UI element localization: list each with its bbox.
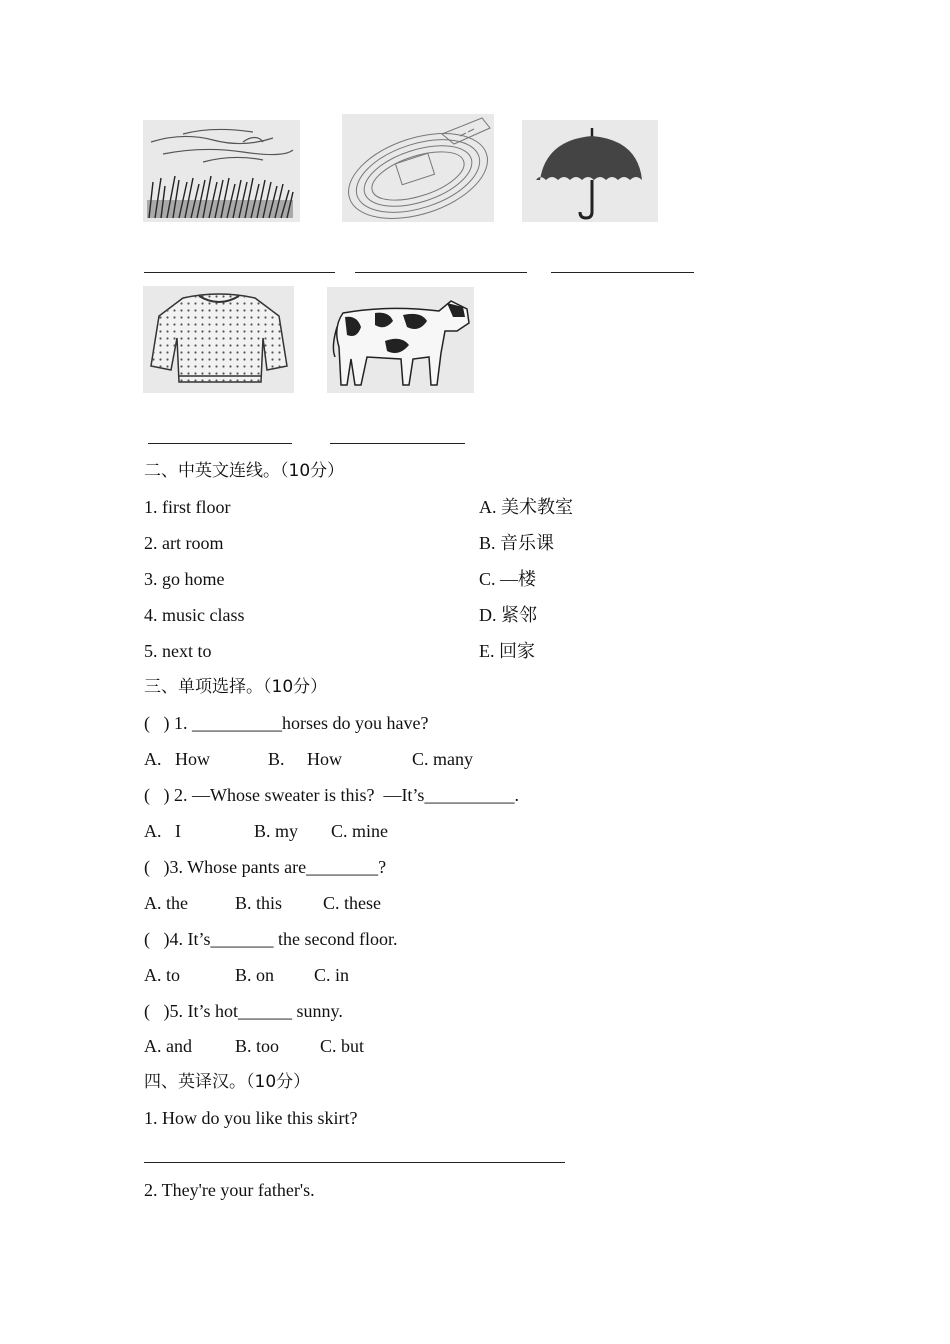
question-5-option-b[interactable]: B. too — [235, 1036, 280, 1056]
windy-grass-icon — [143, 120, 300, 222]
section4-title: 四、英译汉。（10分） — [144, 1072, 311, 1092]
playground-icon — [342, 114, 494, 222]
sweater-icon — [143, 286, 294, 393]
question-3-option-c[interactable]: C. these — [323, 893, 381, 913]
match-right-a: A. 美术教室 — [479, 497, 573, 517]
cow-picture — [327, 287, 474, 393]
windy-grass-picture — [143, 120, 300, 222]
match-right-b: B. 音乐课 — [479, 533, 555, 553]
match-right-c: C. —楼 — [479, 569, 537, 589]
question-4-option-c[interactable]: C. in — [314, 965, 350, 985]
question-5-option-a[interactable]: A. and — [144, 1036, 192, 1056]
translate-item-2: 2. They're your father's. — [144, 1180, 315, 1200]
umbrella-icon — [522, 120, 658, 222]
translate-item-1: 1. How do you like this skirt? — [144, 1108, 358, 1128]
question-3-option-b[interactable]: B. this — [235, 893, 283, 913]
match-right-e: E. 回家 — [479, 641, 535, 661]
answer-blank-3[interactable] — [551, 272, 694, 273]
match-left-2: 2. art room — [144, 533, 224, 553]
match-left-5: 5. next to — [144, 641, 212, 661]
match-right-d: D. 紧邻 — [479, 605, 537, 625]
section2-title: 二、中英文连线。（10分） — [144, 461, 345, 481]
playground-picture — [342, 114, 494, 222]
question-1-option-b[interactable]: B. How — [268, 749, 343, 769]
question-4-stem: ( )4. It’s_______ the second floor. — [144, 929, 398, 949]
question-5-stem: ( )5. It’s hot______ sunny. — [144, 1001, 343, 1021]
translate-answer-line-1[interactable] — [144, 1162, 565, 1163]
umbrella-picture — [522, 120, 658, 222]
question-2-option-c[interactable]: C. mine — [331, 821, 388, 841]
question-1-option-a[interactable]: A. How — [144, 749, 210, 769]
question-4-option-a[interactable]: A. to — [144, 965, 180, 985]
question-1-stem: ( ) 1. __________horses do you have? — [144, 713, 429, 733]
answer-blank-2[interactable] — [355, 272, 527, 273]
question-2-stem: ( ) 2. —Whose sweater is this? —It’s__________. — [144, 785, 519, 805]
question-2-option-b[interactable]: B. my — [254, 821, 299, 841]
question-3-option-a[interactable]: A. the — [144, 893, 188, 913]
answer-blank-4[interactable] — [148, 443, 292, 444]
answer-blank-5[interactable] — [330, 443, 465, 444]
question-2-option-a[interactable]: A. I — [144, 821, 181, 841]
question-3-stem: ( )3. Whose pants are________? — [144, 857, 387, 877]
answer-blank-1[interactable] — [144, 272, 335, 273]
match-left-3: 3. go home — [144, 569, 225, 589]
question-5-option-c[interactable]: C. but — [320, 1036, 365, 1056]
section3-title: 三、单项选择。（10分） — [144, 677, 328, 697]
sweater-picture — [143, 286, 294, 393]
question-4-option-b[interactable]: B. on — [235, 965, 275, 985]
question-1-option-c[interactable]: C. many — [412, 749, 473, 769]
match-left-4: 4. music class — [144, 605, 245, 625]
cow-icon — [327, 287, 474, 393]
match-left-1: 1. first floor — [144, 497, 231, 517]
